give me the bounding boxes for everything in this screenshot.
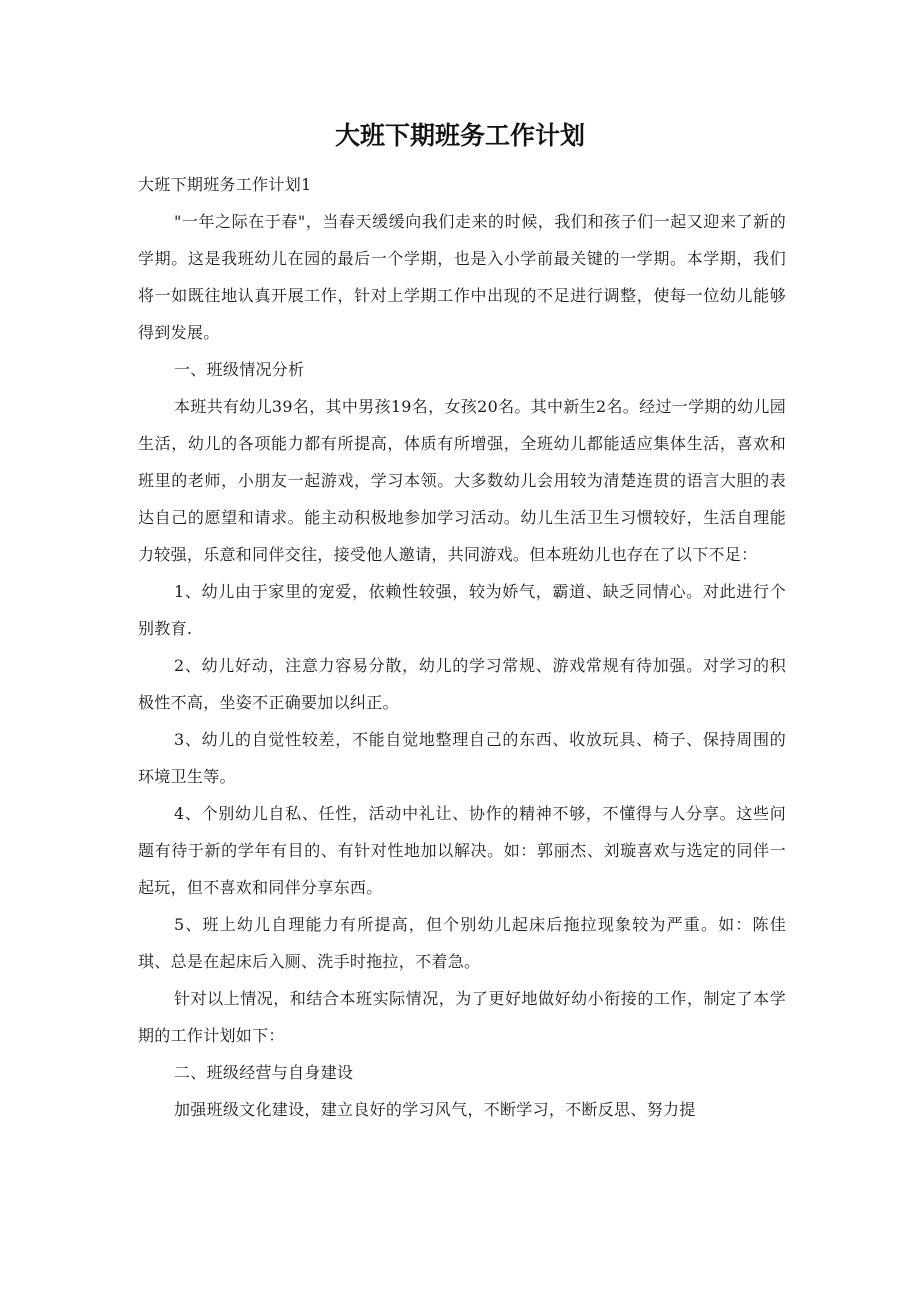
document-body <box>138 166 786 1128</box>
shortcoming-item-1: 1、幼儿由于家里的宠爱，依赖性较强，较为娇气，霸道、缺乏同情心。对此进行个别教育. <box>138 582 786 638</box>
shortcoming-item-5: 5、班上幼儿自理能力有所提高，但个别幼儿起床后拖拉现象较为严重。如：陈佳琪、总是在起床后入厕、洗手时拖拉，不着急。 <box>138 915 786 971</box>
intro-paragraph: "一年之际在于春"，当春天缓缓向我们走来的时候，我们和孩子们一起又迎来了新的学期。这是我班幼儿在园的最后一个学期，也是入小学前最关键的一学期。本学期，我们将一如既往地认真开展工作，针对上学期工作中出现的不足进行调整，使每一位幼儿能够得到发展。 <box>138 212 786 342</box>
section-heading-class-management: 二、班级经营与自身建设 <box>174 1063 354 1082</box>
section-heading-class-analysis: 一、班级情况分析 <box>174 360 305 379</box>
shortcoming-item-3: 3、幼儿的自觉性较差，不能自觉地整理自己的东西、收放玩具、椅子、保持周围的环境卫生等。 <box>138 730 786 786</box>
plan-summary-paragraph: 针对以上情况，和结合本班实际情况，为了更好地做好幼小衔接的工作，制定了本学期的工作计划如下： <box>138 989 786 1045</box>
class-management-paragraph: 加强班级文化建设，建立良好的学习风气，不断学习，不断反思、努力提 <box>174 1100 696 1119</box>
shortcoming-item-2: 2、幼儿好动，注意力容易分散，幼儿的学习常规、游戏常规有待加强。对学习的积极性不高，坐姿不正确要加以纠正。 <box>138 656 786 712</box>
class-analysis-paragraph: 本班共有幼儿39名，其中男孩19名，女孩20名。其中新生2名。经过一学期的幼儿园生活，幼儿的各项能力都有所提高，体质有所增强，全班幼儿都能适应集体生活，喜欢和班里的老师，小朋友一起游戏，学习本领。大多数幼儿会用较为清楚连贯的语言大胆的表达自己的愿望和请求。能主动积极地参加学习活动。幼儿生活卫生习惯较好，生活自理能力较强，乐意和同伴交往，接受他人邀请，共同游戏。但本班幼儿也存在了以下不足： <box>138 397 786 564</box>
subtitle-paragraph: 大班下期班务工作计划1 <box>138 175 312 194</box>
shortcoming-item-4: 4、个别幼儿自私、任性，活动中礼让、协作的精神不够，不懂得与人分享。这些问题有待于新的学年有目的、有针对性地加以解决。如：郭丽杰、刘璇喜欢与选定的同伴一起玩，但不喜欢和同伴分享东西。 <box>138 804 786 897</box>
document-title: 大班下期班务工作计划 <box>334 121 585 150</box>
